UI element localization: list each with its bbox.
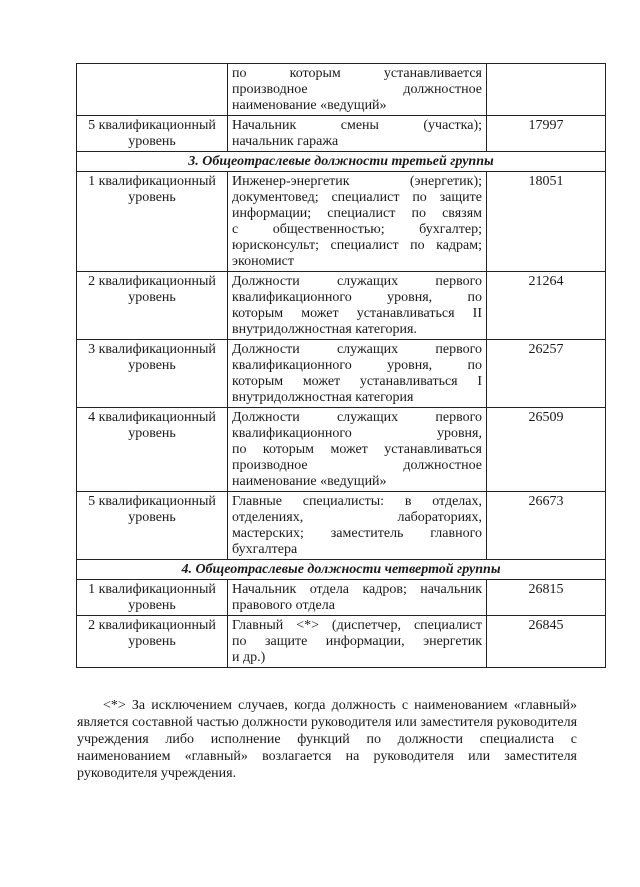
qualification-level: 5 квалификационный уровень: [77, 492, 228, 560]
qualification-level: 5 квалификационный уровень: [77, 116, 228, 152]
description-line: Начальник смены (участка);: [232, 118, 482, 133]
group-header-row: [77, 560, 606, 580]
table-row: [77, 408, 606, 492]
salary-table: [76, 63, 606, 668]
description-line: Главные специалисты: в отделах,: [232, 494, 482, 509]
salary-value: 17997: [487, 116, 606, 152]
description-line: квалификационного уровня, по: [232, 358, 482, 373]
footnote-text: <*> За исключением случаев, когда должность с наименованием «главный» является составной частью должности руководителя или заместителя руководителя учреждения либо исполнение функций по должности специалиста с наименованием «главный» возлагается на руководителя или заместителя руководителя учреждения.: [77, 698, 578, 781]
salary-value: 26673: [487, 492, 606, 560]
description-line: бухгалтера: [232, 542, 298, 557]
description-line: мастерских; заместитель главного: [232, 526, 482, 541]
description-line: правового отдела: [232, 598, 335, 613]
table-row: [77, 616, 606, 668]
salary-value: [487, 64, 606, 116]
description-line: наименование «ведущий»: [232, 474, 387, 489]
salary-value: 26257: [487, 340, 606, 408]
salary-value: 26845: [487, 616, 606, 668]
table-row: [77, 116, 606, 152]
description-line: по которым может устанавливаться: [232, 442, 482, 457]
qualification-level: 1 квалификационный уровень: [77, 172, 228, 272]
description-line: наименование «ведущий»: [232, 98, 387, 113]
description-line: внутридолжностная категория: [232, 390, 414, 405]
position-description: [228, 616, 487, 668]
description-line: юрисконсульт; специалист по кадрам;: [232, 238, 482, 253]
description-line: квалификационного уровня,: [232, 426, 482, 441]
description-line: производное должностное: [232, 458, 482, 473]
description-line: производное должностное: [232, 82, 482, 97]
table-row: [77, 172, 606, 272]
position-description: [228, 408, 487, 492]
qualification-level: 2 квалификационный уровень: [77, 272, 228, 340]
qualification-level: 4 квалификационный уровень: [77, 408, 228, 492]
position-description: [228, 116, 487, 152]
description-line: информации; специалист по связям: [232, 206, 482, 221]
description-line: Инженер-энергетик (энергетик);: [232, 174, 482, 189]
description-line: Должности служащих первого: [232, 410, 482, 425]
description-line: Должности служащих первого: [232, 274, 482, 289]
salary-value: 18051: [487, 172, 606, 272]
salary-value: 26815: [487, 580, 606, 616]
description-line: Главный <*> (диспетчер, специалист: [232, 618, 482, 633]
table-row: [77, 64, 606, 116]
table-row: [77, 580, 606, 616]
description-line: документовед; специалист по защите: [232, 190, 482, 205]
description-line: Должности служащих первого: [232, 342, 482, 357]
group-title: 3. Общеотраслевые должности третьей группы: [77, 152, 606, 172]
description-line: по защите информации, энергетик: [232, 634, 482, 649]
table-row: [77, 340, 606, 408]
position-description: [228, 64, 487, 116]
description-line: внутридолжностная категория.: [232, 322, 417, 337]
position-description: [228, 492, 487, 560]
position-description: [228, 272, 487, 340]
description-line: Начальник отдела кадров; начальник: [232, 582, 482, 597]
description-line: квалификационного уровня, по: [232, 290, 482, 305]
description-line: начальник гаража: [232, 134, 339, 149]
qualification-level: [77, 64, 228, 116]
description-line: которым может устанавливаться I: [232, 374, 482, 389]
position-description: [228, 172, 487, 272]
description-line: с общественностью; бухгалтер;: [232, 222, 482, 237]
description-line: и др.): [232, 650, 266, 665]
description-line: экономист: [232, 254, 295, 269]
salary-value: 26509: [487, 408, 606, 492]
position-description: [228, 340, 487, 408]
qualification-level: 1 квалификационный уровень: [77, 580, 228, 616]
position-description: [228, 580, 487, 616]
table-row: [77, 492, 606, 560]
footnote: [77, 697, 577, 782]
description-line: по которым устанавливается: [232, 66, 482, 81]
description-line: которым может устанавливаться II: [232, 306, 482, 321]
description-line: отделениях, лабораториях,: [232, 510, 482, 525]
qualification-level: 2 квалификационный уровень: [77, 616, 228, 668]
group-title: 4. Общеотраслевые должности четвертой группы: [77, 560, 606, 580]
table-row: [77, 272, 606, 340]
qualification-level: 3 квалификационный уровень: [77, 340, 228, 408]
salary-value: 21264: [487, 272, 606, 340]
group-header-row: [77, 152, 606, 172]
salary-table-body: [77, 64, 606, 668]
